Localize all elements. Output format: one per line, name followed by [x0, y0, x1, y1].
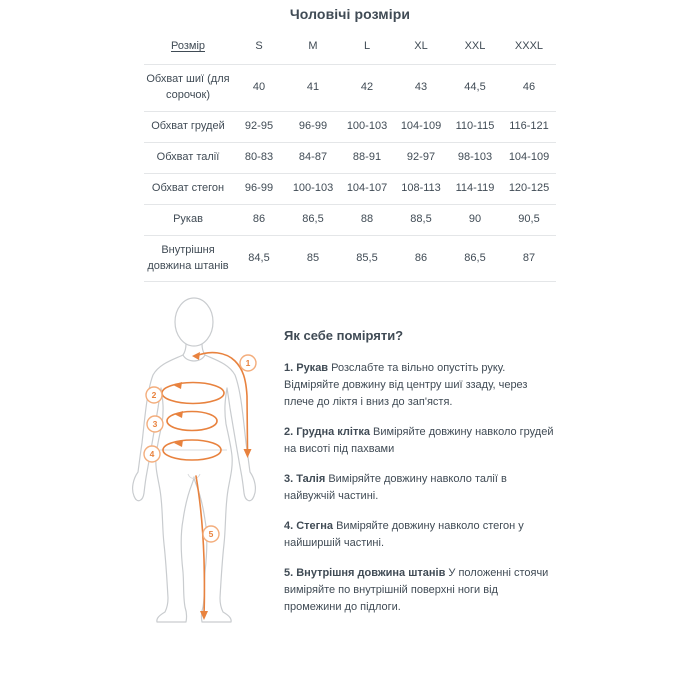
row-label: Обхват грудей — [151, 119, 225, 132]
size-label: Розмір — [170, 40, 205, 52]
cell-value: 104-109 — [508, 150, 550, 163]
size-table-header-row — [144, 34, 556, 65]
cell-value: 86 — [252, 212, 266, 225]
chest-arrow-head — [173, 382, 182, 389]
cell-value: 44,5 — [464, 80, 486, 93]
cell-value: 108-113 — [401, 181, 441, 194]
guide-step-5 — [284, 565, 556, 616]
row-label: Обхват талії — [156, 150, 220, 163]
guide-step-1 — [284, 360, 556, 411]
sleeve-arrow-end-head — [244, 449, 252, 458]
row-label: Обхват стегон — [151, 181, 225, 194]
size-guide-page — [144, 0, 556, 629]
cell-value: 84,5 — [248, 251, 270, 264]
cell-value: 120-125 — [508, 181, 550, 194]
page-title: Чоловічі розміри — [289, 6, 411, 22]
cell-value: 88 — [360, 212, 374, 225]
step-text: Виміряйте довжину навколо талії в найвужчій частині. — [284, 472, 507, 502]
measure-marks — [162, 352, 252, 620]
guide-step-4 — [284, 518, 556, 552]
marker-1: 1 — [245, 358, 251, 369]
size-table-header-label-cell — [144, 39, 232, 55]
measure-ellipse-waist — [167, 412, 217, 431]
guide-heading: Як себе поміряти? — [284, 328, 404, 344]
size-col-m: M — [308, 40, 318, 52]
table-row-waist — [144, 143, 556, 174]
row-label: Рукав — [173, 212, 203, 225]
cell-value: 90,5 — [518, 212, 540, 225]
cell-value: 42 — [360, 80, 374, 93]
row-label: Обхват шиї (для сорочок) — [146, 72, 230, 101]
guide-step-2 — [284, 424, 556, 458]
cell-value: 86,5 — [464, 251, 486, 264]
figure-head — [175, 298, 213, 346]
cell-value: 84-87 — [298, 150, 328, 163]
cell-value: 40 — [252, 80, 266, 93]
step-text: Розслабте та вільно опустіть руку. Відміряйте довжину від центру шиї ззаду, через плече до ліктя і вниз до зап'ястя. — [284, 361, 528, 408]
body-figure-svg — [130, 284, 270, 624]
cell-value: 86,5 — [302, 212, 324, 225]
cell-value: 92-97 — [406, 150, 436, 163]
table-row-sleeve — [144, 205, 556, 236]
step-text: У положенні стоячи виміряйте по внутрішній поверхні ноги від промежини до підлоги. — [284, 567, 549, 614]
size-col-xl: XL — [414, 40, 428, 52]
marker-2: 2 — [151, 390, 157, 401]
sleeve-arrow-start-head — [192, 352, 200, 360]
step-label: 1. Рукав — [284, 361, 329, 374]
step-label: 5. Внутрішня довжина штанів — [284, 567, 446, 579]
cell-value: 98-103 — [457, 150, 493, 163]
row-label: Внутрішня довжина штанів — [147, 243, 229, 272]
measure-ellipse-chest — [162, 383, 224, 404]
measure-section — [144, 284, 556, 629]
cell-value: 104-107 — [346, 181, 388, 194]
size-col-l: L — [363, 40, 371, 52]
cell-value: 85,5 — [356, 251, 378, 264]
cell-value: 88,5 — [410, 212, 432, 225]
cell-value: 114-119 — [455, 181, 495, 194]
size-table — [144, 34, 556, 282]
cell-value: 100-103 — [346, 119, 388, 132]
size-col-s: S — [255, 40, 263, 52]
guide-step-3 — [284, 471, 556, 505]
body-measurement-figure — [130, 284, 270, 624]
waist-arrow-head — [174, 411, 183, 418]
step-label: 3. Талія — [284, 472, 326, 485]
measure-guide — [284, 284, 556, 629]
cell-value: 92-95 — [244, 119, 274, 132]
step-text: Виміряйте довжину навколо грудей на висоті під пахвами — [284, 425, 554, 455]
cell-value: 88-91 — [352, 150, 382, 163]
step-label: 2. Грудна клітка — [284, 425, 370, 438]
size-col-xxxl: XXXL — [514, 40, 544, 52]
size-col-xxl: XXL — [464, 40, 486, 52]
figure-neck-left — [183, 344, 186, 355]
table-row-inseam — [144, 236, 556, 283]
cell-value: 86 — [414, 251, 428, 264]
table-row-neck — [144, 65, 556, 112]
cell-value: 46 — [522, 80, 536, 93]
table-row-hips — [144, 174, 556, 205]
measure-arrow-sleeve — [196, 353, 248, 450]
marker-5: 5 — [208, 529, 214, 540]
cell-value: 80-83 — [244, 150, 274, 163]
cell-value: 85 — [306, 251, 320, 264]
cell-value: 116-121 — [509, 119, 549, 132]
cell-value: 43 — [414, 80, 428, 93]
marker-3: 3 — [152, 419, 158, 430]
cell-value: 87 — [522, 251, 536, 264]
step-label: 4. Стегна — [284, 519, 334, 532]
cell-value: 96-99 — [244, 181, 274, 194]
cell-value: 41 — [306, 80, 320, 93]
step-text: Виміряйте довжину навколо стегон у найширшій частині. — [284, 519, 524, 549]
marker-4: 4 — [149, 449, 155, 460]
cell-value: 96-99 — [298, 119, 328, 132]
table-row-chest — [144, 112, 556, 143]
cell-value: 110-115 — [455, 119, 495, 132]
cell-value: 100-103 — [292, 181, 334, 194]
cell-value: 90 — [468, 212, 482, 225]
cell-value: 104-109 — [400, 119, 442, 132]
